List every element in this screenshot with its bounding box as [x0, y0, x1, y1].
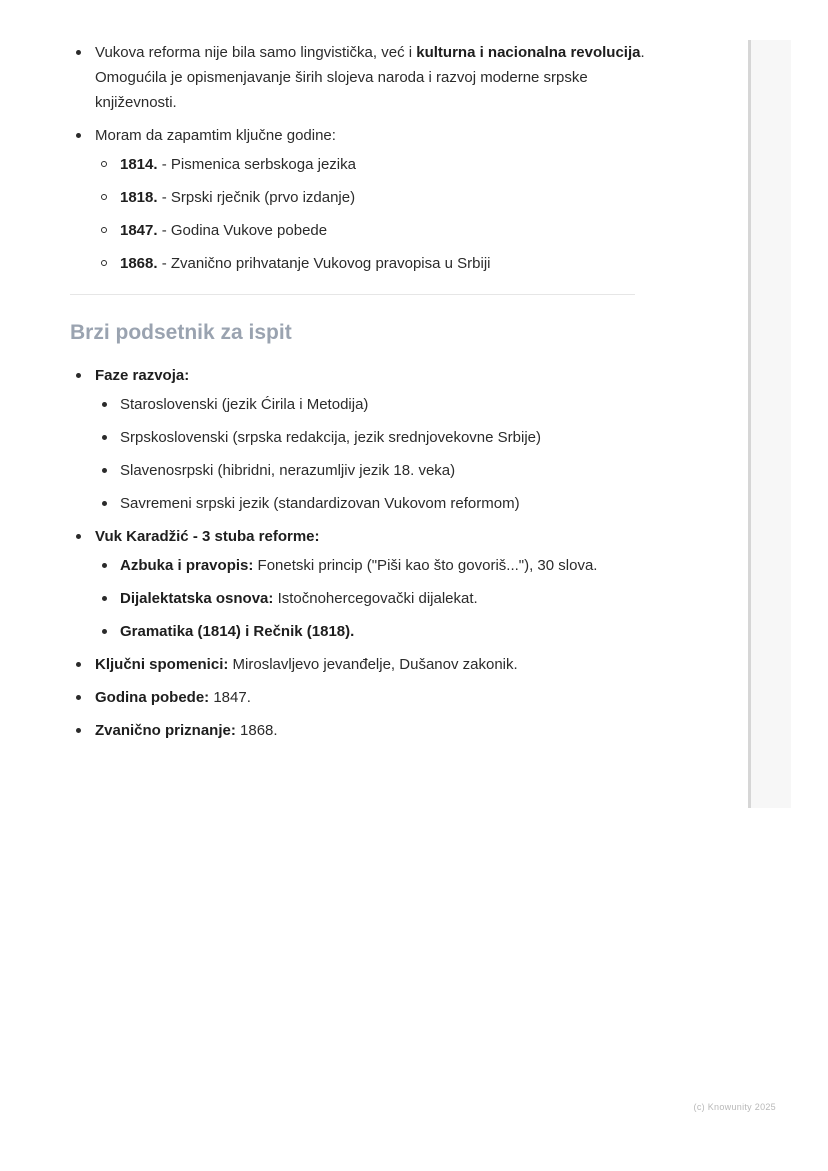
list-item: [70, 123, 650, 276]
list-item: Savremeni srpski jezik (standardizovan Vukovom reformom): [95, 491, 650, 516]
year-desc: - Pismenica serbskoga jezika: [157, 156, 356, 173]
year: 1847.: [120, 222, 158, 239]
key-years-list: [95, 152, 650, 276]
exam-reminder-list: [70, 363, 650, 743]
reform-text-1: Vukova reforma nije bila samo lingvistička, već i: [95, 44, 417, 61]
year: 1818.: [120, 189, 158, 206]
pillar-title: Dijalektatska osnova:: [120, 590, 274, 607]
vuk-pillars-label: Vuk Karadžić - 3 stuba reforme:: [95, 528, 320, 545]
list-item: [70, 718, 650, 743]
victory-year-label: Godina pobede:: [95, 689, 210, 706]
right-margin-sidebar: [748, 40, 791, 808]
pillar-desc: Istočnohercegovački dijalekat.: [273, 590, 478, 607]
list-item: [95, 152, 650, 177]
list-item: [95, 185, 650, 210]
year-desc: - Zvanično prihvatanje Vukovog pravopisa u Srbiji: [157, 255, 491, 272]
list-item: [70, 524, 650, 644]
year: 1814.: [120, 156, 158, 173]
key-years-intro: Moram da zapamtim ključne godine:: [95, 127, 336, 144]
vuk-pillars-list: [95, 553, 650, 644]
victory-year-text: 1847.: [209, 689, 251, 706]
list-item: [95, 553, 650, 578]
year-desc: - Srpski rječnik (prvo izdanje): [157, 189, 356, 206]
list-item: [70, 652, 650, 677]
year-desc: - Godina Vukove pobede: [157, 222, 328, 239]
list-item: [70, 363, 650, 516]
list-item: [95, 251, 650, 276]
list-item: Srpskoslovenski (srpska redakcija, jezik srednjovekovne Srbije): [95, 425, 650, 450]
recognition-label: Zvanično priznanje:: [95, 722, 236, 739]
top-bullet-list: [70, 40, 650, 276]
year: 1868.: [120, 255, 158, 272]
list-item: [95, 619, 650, 644]
list-item: [95, 586, 650, 611]
monuments-label: Ključni spomenici:: [95, 656, 229, 673]
phases-list: [95, 392, 650, 516]
reform-text-2: . Omogućila je opismenjavanje širih slojeva naroda i razvoj moderne srpske književnosti.: [95, 44, 645, 111]
pillar-title: Azbuka i pravopis:: [120, 557, 254, 574]
list-item: Staroslovenski (jezik Ćirila i Metodija): [95, 392, 650, 417]
recognition-text: 1868.: [235, 722, 278, 739]
list-item: [70, 40, 650, 115]
list-item: [95, 218, 650, 243]
reform-bold: kulturna i nacionalna revolucija: [416, 44, 641, 61]
horizontal-divider: [70, 294, 635, 295]
monuments-text: Miroslavljevo jevanđelje, Dušanov zakonik.: [228, 656, 518, 673]
pillar-title: Gramatika (1814) i Rečnik (1818).: [120, 623, 355, 640]
copyright-footer: (c) Knowunity 2025: [693, 1102, 776, 1112]
section-heading: Brzi podsetnik za ispit: [70, 321, 292, 344]
pillar-desc: Fonetski princip ("Piši kao što govoriš..."), 30 slova.: [253, 557, 598, 574]
list-item: Slavenosrpski (hibridni, nerazumljiv jezik 18. veka): [95, 458, 650, 483]
notes-content: [70, 40, 650, 743]
phases-label: Faze razvoja:: [95, 367, 190, 384]
list-item: [70, 685, 650, 710]
